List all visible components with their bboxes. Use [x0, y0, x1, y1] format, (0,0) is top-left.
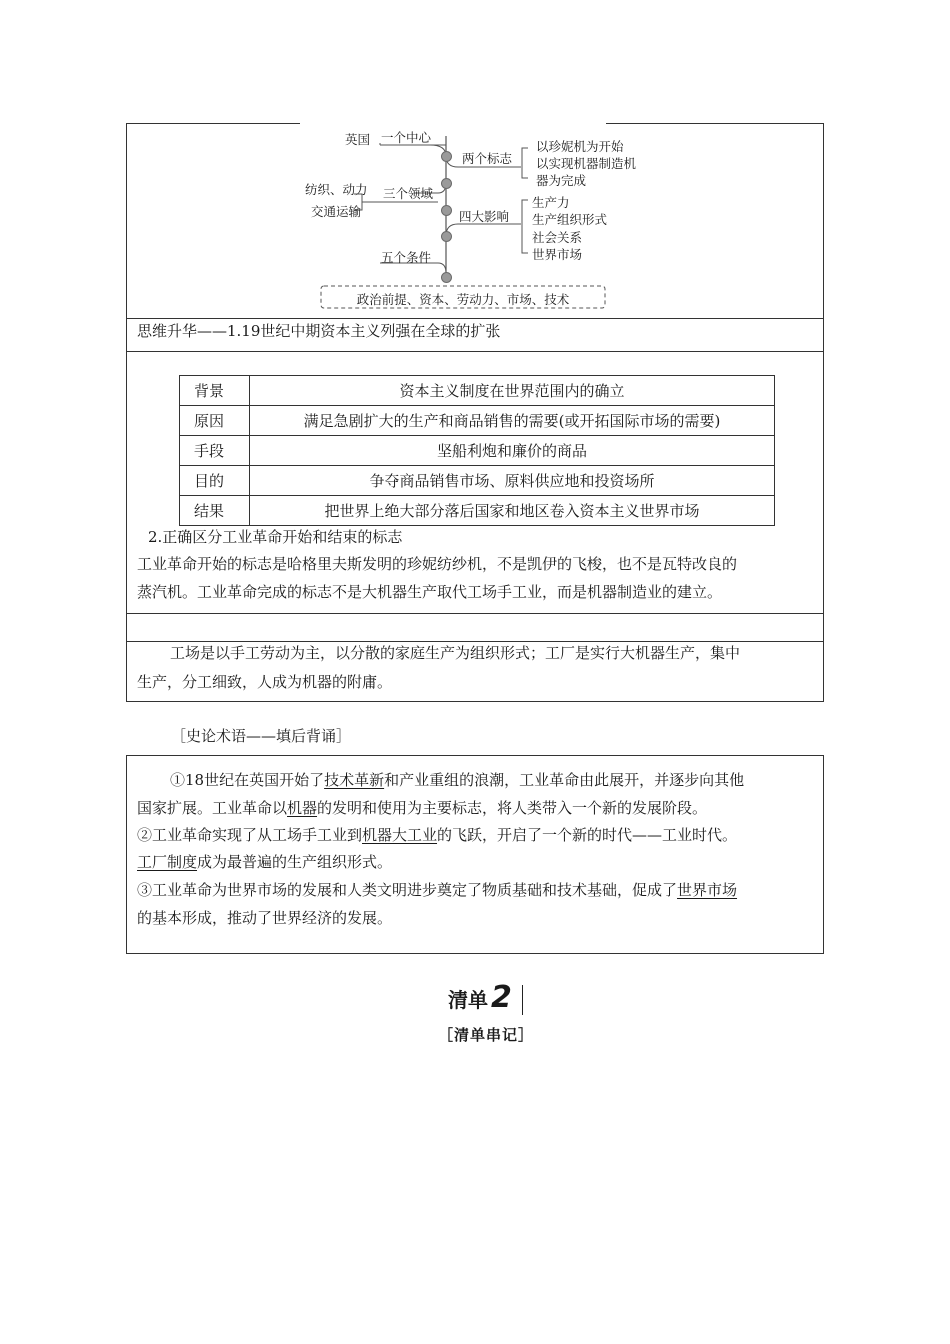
terms-line: [137, 876, 737, 904]
section-title: 思维升华——1.19世纪中期资本主义列强在全球的扩张: [137, 322, 501, 340]
terms-text: ③工业革命为世界市场的发展和人类文明进步奠定了物质基础和技术基础，促成了: [137, 881, 678, 899]
terms-blank: 工厂制度: [137, 853, 198, 871]
table-value: 争夺商品销售市场、原料供应地和投资场所: [250, 466, 775, 496]
diagram-two-marks: 两个标志: [462, 151, 513, 166]
list2-heading: [448, 980, 512, 1018]
terms-text: 和产业重组的浪潮，工业革命由此展开，并逐步向其他: [384, 771, 745, 789]
node-dot: [441, 272, 452, 283]
factory-line: 工场是以手工劳动为主，以分散的家庭生产为组织形式；工厂是实行大机器生产，集中: [170, 644, 741, 662]
list2-number: 2: [491, 980, 512, 1015]
point2-title: 2.正确区分工业革命开始和结束的标志: [148, 528, 403, 546]
diagram-four-impacts: 四大影响: [459, 209, 510, 224]
terms-blank: 机器大工业: [362, 826, 438, 844]
diagram-center: 英国: [345, 132, 371, 147]
terms-line: [137, 821, 737, 849]
terms-text: ①18世纪在英国开始了: [170, 771, 325, 789]
list2-label: 清单: [448, 988, 488, 1012]
table-key: 原因: [180, 406, 250, 436]
point2-line: 蒸汽机。工业革命完成的标志不是大机器生产取代工场手工业，而是机器制造业的建立。: [137, 583, 723, 601]
node-dot: [441, 231, 452, 242]
terms-text: 的飞跃，开启了一个新的时代——工业时代。: [437, 826, 738, 844]
node-dot: [441, 205, 452, 216]
diagram-three-fields: 三个领域: [383, 186, 434, 201]
terms-line: 的基本形成，推动了世界经济的发展。: [137, 909, 393, 927]
table-key: 目的: [180, 466, 250, 496]
terms-text: 国家扩展。工业革命以: [137, 799, 288, 817]
diagram-conditions-box: 政治前提、资本、劳动力、市场、技术: [356, 292, 570, 307]
factory-line: 生产，分工细致，人成为机器的附庸。: [137, 673, 393, 691]
table-row: [180, 496, 775, 526]
terms-line: [137, 794, 707, 822]
diagram-impact-item: 生产力: [532, 195, 570, 210]
expansion-table: [179, 375, 775, 526]
terms-blank: 世界市场: [677, 881, 738, 899]
table-row: [180, 436, 775, 466]
row-divider: [126, 351, 824, 352]
row-divider: [126, 613, 824, 614]
terms-heading: ［史论术语——填后背诵］: [171, 727, 352, 745]
diagram-one-center: 一个中心: [381, 130, 432, 145]
diagram-impact-item: 生产组织形式: [532, 212, 608, 227]
diagram-mark-item: 以珍妮机为开始: [536, 139, 624, 154]
table-row: [180, 406, 775, 436]
diagram-impact-item: 社会关系: [532, 230, 583, 245]
terms-text: 的发明和使用为主要标志，将人类带入一个新的发展阶段。: [317, 799, 708, 817]
table-value: 把世界上绝大部分落后国家和地区卷入资本主义世界市场: [250, 496, 775, 526]
table-row: [180, 466, 775, 496]
terms-text: 成为最普遍的生产组织形式。: [197, 853, 393, 871]
table-value: 坚船利炮和廉价的商品: [250, 436, 775, 466]
diagram-five-conditions: 五个条件: [381, 250, 432, 265]
diagram-mark-item: 以实现机器制造机: [536, 156, 637, 171]
terms-line: [137, 848, 392, 876]
terms-line: [170, 766, 744, 794]
diagram-field-item: 纺织、动力: [305, 182, 368, 197]
terms-blank: 机器: [287, 799, 318, 817]
diagram-impact-item: 世界市场: [532, 247, 583, 262]
terms-blank: 技术革新: [324, 771, 385, 789]
table-key: 背景: [180, 376, 250, 406]
node-dot: [441, 178, 452, 189]
table-row: [180, 376, 775, 406]
table-key: 结果: [180, 496, 250, 526]
terms-text: ②工业革命实现了从工场手工业到: [137, 826, 363, 844]
point2-line: 工业革命开始的标志是哈格里夫斯发明的珍妮纺纱机，不是凯伊的飞梭，也不是瓦特改良的: [137, 555, 738, 573]
list2-divider: [522, 985, 523, 1015]
node-dot: [441, 151, 452, 162]
list2-subtitle: ［清单串记］: [438, 1026, 535, 1044]
diagram-mark-item: 器为完成: [536, 173, 587, 188]
diagram-field-item: 交通运输: [311, 204, 362, 219]
table-value: 资本主义制度在世界范围内的确立: [250, 376, 775, 406]
table-key: 手段: [180, 436, 250, 466]
table-value: 满足急剧扩大的生产和商品销售的需要(或开拓国际市场的需要): [250, 406, 775, 436]
